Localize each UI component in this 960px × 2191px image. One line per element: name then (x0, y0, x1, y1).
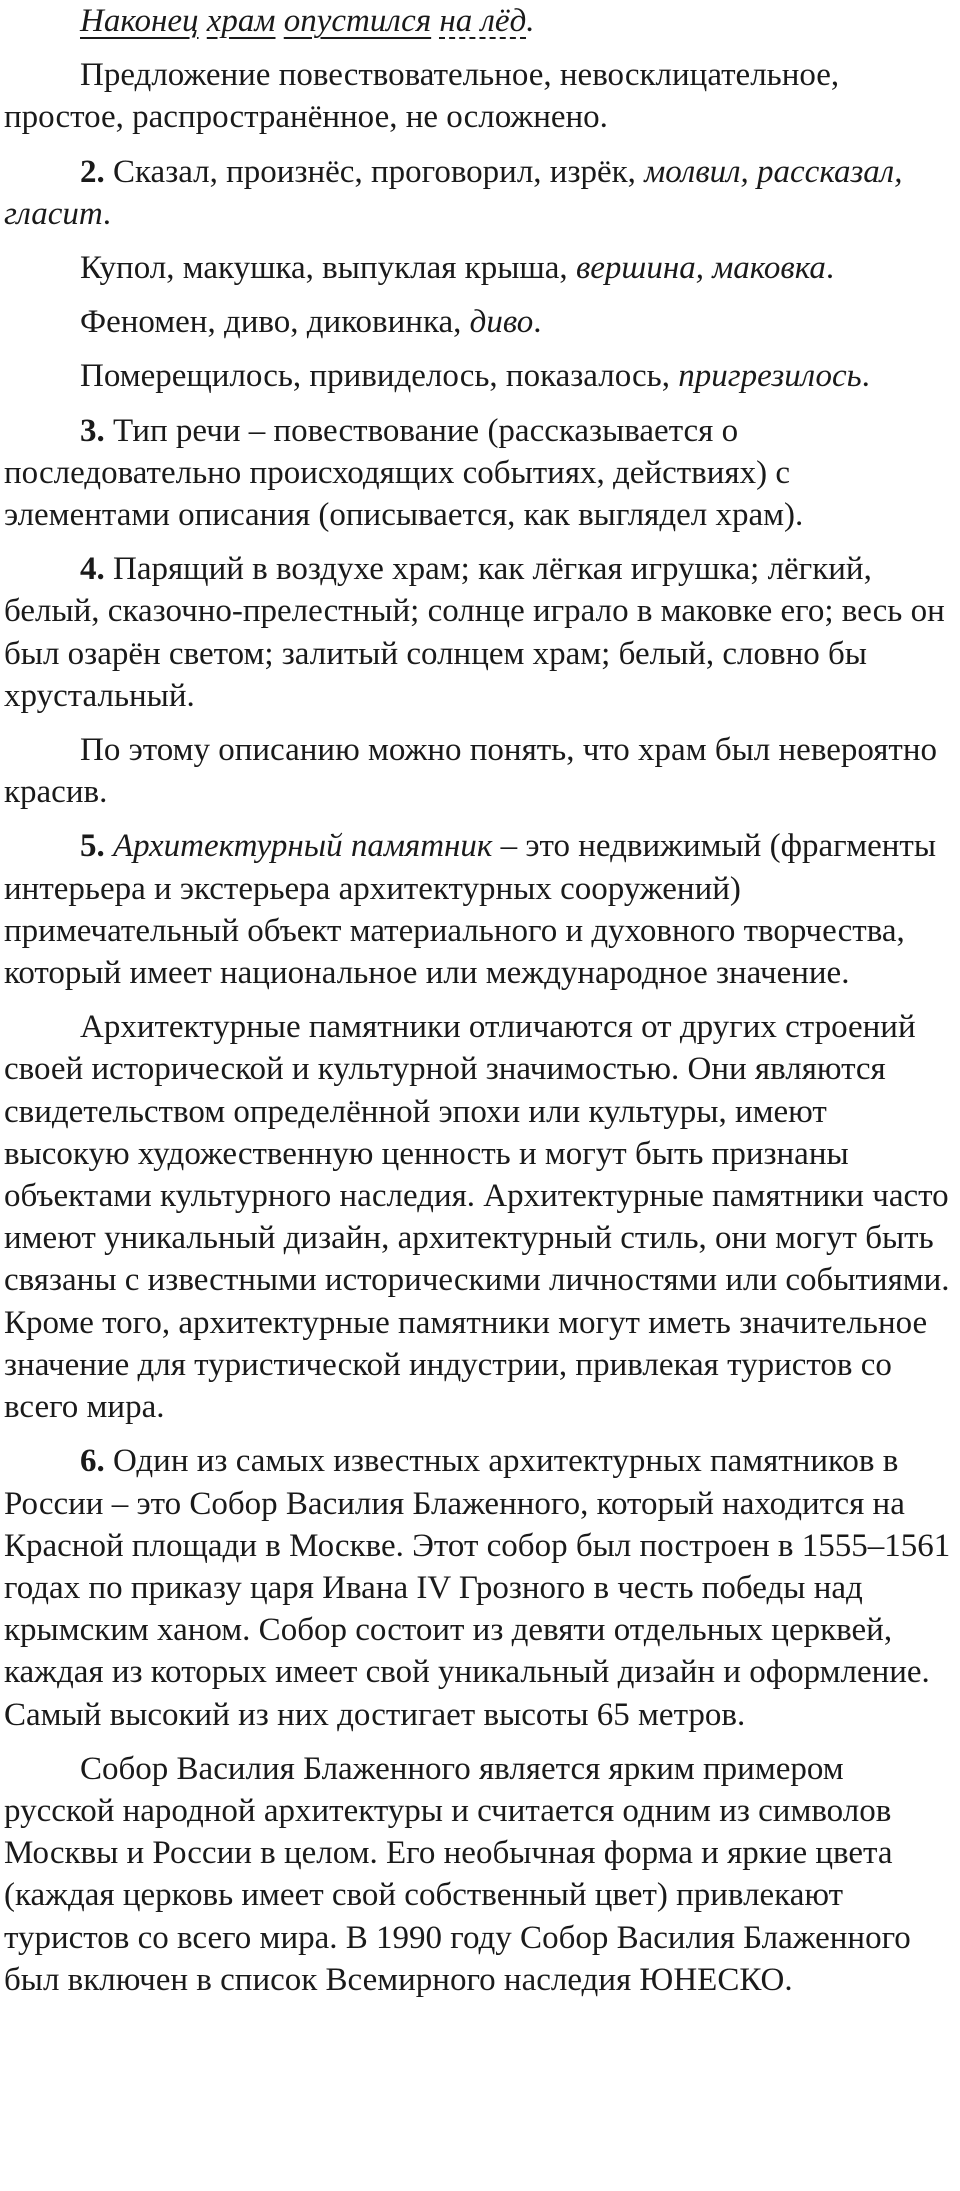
task3-paragraph (4, 410, 956, 537)
task2-synonyms-2 (4, 247, 956, 289)
task-number: 3. (80, 412, 105, 449)
task-number: 5. (80, 828, 105, 865)
task6-paragraph-2: Собор Василия Блаженного является ярким примером русской народной архитектуры и считается одним из символов Москвы и России в целом. Его необычная форма и яркие цвета (каждая церковь имеет свой собственный цвет) привлекают туристов со всего мира. В 1990 году Собор Василия Блаженного был включен в список Всемирного наследия ЮНЕСКО. (4, 1750, 911, 1998)
task3-text: Тип речи – повествование (рассказывается о последовательно происходящих событиях, действиях) с элементами описания (описывается, как выглядел храм). (4, 412, 804, 534)
synonyms-italic: вершина, маковка (575, 250, 826, 287)
task4-conclusion: По этому описанию можно понять, что храм был невероятно красив. (4, 732, 937, 811)
task-number: 4. (80, 551, 105, 588)
task4-text: Парящий в воздухе храм; как лёгкая игрушка; лёгкий, белый, сказочно-прелестный; солнце играло в маковке его; весь он был озарён светом; залитый солнцем храм; белый, словно бы хрустальный. (4, 551, 945, 714)
task2-synonyms-1 (4, 151, 956, 235)
sentence-end: . (526, 3, 535, 39)
task2-synonyms-4 (4, 355, 956, 397)
sentence-word-predicate: опустился (283, 3, 432, 39)
sentence-word-subject: храм (206, 3, 276, 39)
sentence-word-adverb: Наконец (80, 3, 199, 39)
task5-paragraph-2: Архитектурные памятники отличаются от других строений своей исторической и культурной значимостью. Они являются свидетельством определённой эпохи или культуры, имеют высокую художественную ценность и могут быть признаны объектами культурного наследия. Архитектурные памятники часто имеют уникальный дизайн, архитектурный стиль, они могут быть связаны с известными историческими личностями или событиями. Кроме того, архитектурные памятники могут иметь значительное значение для туристической индустрии, привлекая туристов со всего мира. (4, 1009, 950, 1426)
synonyms-plain: Купол, макушка, выпуклая крыша, (80, 250, 576, 287)
synonyms-italic: пригрезилось (678, 358, 862, 395)
synonyms-plain: Сказал, произнёс, проговорил, изрёк, (113, 153, 645, 190)
term: Архитектурный памятник (113, 828, 493, 865)
task-number: 6. (80, 1443, 105, 1480)
task4-paragraph (4, 548, 956, 717)
definition: – это недвижимый (фрагменты интерьера и экстерьера архитектурных сооружений) примечательный объект материального и духовного творчества, который имеет национальное или международное значение. (4, 828, 936, 992)
synonyms-end: . (861, 358, 870, 395)
sentence-analysis: Предложение повествовательное, невосклицательное, простое, распространённое, не осложнено. (4, 57, 840, 136)
synonyms-end: . (102, 195, 111, 232)
synonyms-plain: Померещилось, привиделось, показалось, (80, 358, 679, 395)
task2-synonyms-3 (4, 301, 956, 343)
sentence-word-circumstance: на лёд (439, 3, 527, 39)
task5-paragraph (4, 825, 956, 994)
task-number: 2. (80, 153, 105, 190)
synonyms-plain: Феномен, диво, диковинка, (80, 304, 470, 341)
synonyms-italic: диво (469, 304, 534, 341)
synonyms-end: . (533, 304, 542, 341)
task6-text: Один из самых известных архитектурных памятников в России – это Собор Василия Блаженного, который находится на Красной площади в Москве. Этот собор был построен в 1555–1561 годах по приказу царя Ивана IV Грозного в честь победы над крымским ханом. Собор состоит из девяти отдельных церквей, каждая из которых имеет свой уникальный дизайн и оформление. Самый высокий из них достигает высоты 65 метров. (4, 1443, 951, 1733)
synonyms-italic: молвил, рассказал, гласит (4, 153, 903, 232)
parsed-sentence (4, 0, 956, 42)
task6-paragraph (4, 1440, 956, 1735)
synonyms-end: . (825, 250, 835, 287)
